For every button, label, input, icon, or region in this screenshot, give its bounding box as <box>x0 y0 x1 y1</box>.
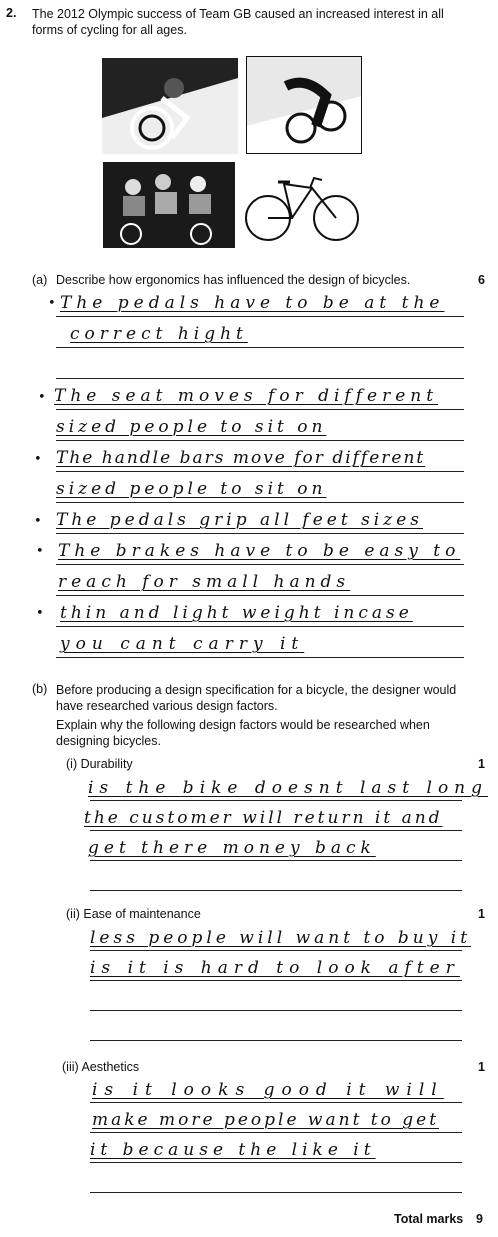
total-marks-value: 9 <box>476 1212 483 1226</box>
track-cyclist-photo <box>246 56 362 154</box>
answer-a-line-9: The brakes have to be easy to <box>58 541 461 561</box>
durability-marks: 1 <box>478 757 485 771</box>
maintenance-answer-2: is it is hard to look after <box>90 958 460 978</box>
answer-a-line-11: thin and light weight incase <box>60 603 413 623</box>
aesthetics-answer-2: make more people want to get <box>92 1110 440 1130</box>
para-cyclist-photo <box>102 58 238 154</box>
durability-answer-3: get there money back <box>88 838 376 858</box>
part-b-instruction: Explain why the following design factors would be researched when designing bicycles. <box>56 718 430 748</box>
durability-label: (i) Durability <box>66 757 133 771</box>
answer-a-line-8: The pedals grip all feet sizes <box>56 510 423 530</box>
answer-a-line-1: The pedals have to be at the <box>60 293 445 313</box>
durability-answer-1: is the bike doesnt last long <box>88 778 489 798</box>
bicycle-illustration <box>240 160 362 250</box>
durability-answer-2: the customer will return it and <box>84 808 443 828</box>
aesthetics-answer-1: is it looks good it will <box>92 1080 444 1100</box>
total-marks-label: Total marks <box>394 1212 464 1226</box>
answer-a-line-5: sized people to sit on <box>56 417 327 437</box>
answer-a-line-12: you cant carry it <box>60 634 305 654</box>
answer-a-line-10: reach for small hands <box>58 572 351 592</box>
maintenance-answer-1: less people will want to buy it <box>90 928 472 948</box>
road-race-photo <box>103 162 235 248</box>
question-intro: The 2012 Olympic success of Team GB caused an increased interest in all forms of cycling for all ages. <box>32 7 444 37</box>
part-a-label: (a) <box>32 273 48 287</box>
part-a-marks: 6 <box>478 273 485 287</box>
part-b-label: (b) <box>32 682 48 696</box>
question-number: 2. <box>6 6 17 20</box>
answer-a-line-6: The handle bars move for different <box>56 448 426 468</box>
answer-a-line-4: The seat moves for different <box>54 386 439 406</box>
aesthetics-marks: 1 <box>478 1060 485 1074</box>
answer-a-line-2: correct hight <box>70 324 248 344</box>
maintenance-marks: 1 <box>478 907 485 921</box>
aesthetics-label: (iii) Aesthetics <box>62 1060 140 1074</box>
answer-a-line-7: sized people to sit on <box>56 479 327 499</box>
part-a-prompt: Describe how ergonomics has influenced the design of bicycles. <box>56 273 411 287</box>
part-b-intro: Before producing a design specification for a bicycle, the designer would have researched various design factors. <box>56 683 457 713</box>
maintenance-label: (ii) Ease of maintenance <box>66 907 201 921</box>
aesthetics-answer-3: it because the like it <box>90 1140 376 1160</box>
